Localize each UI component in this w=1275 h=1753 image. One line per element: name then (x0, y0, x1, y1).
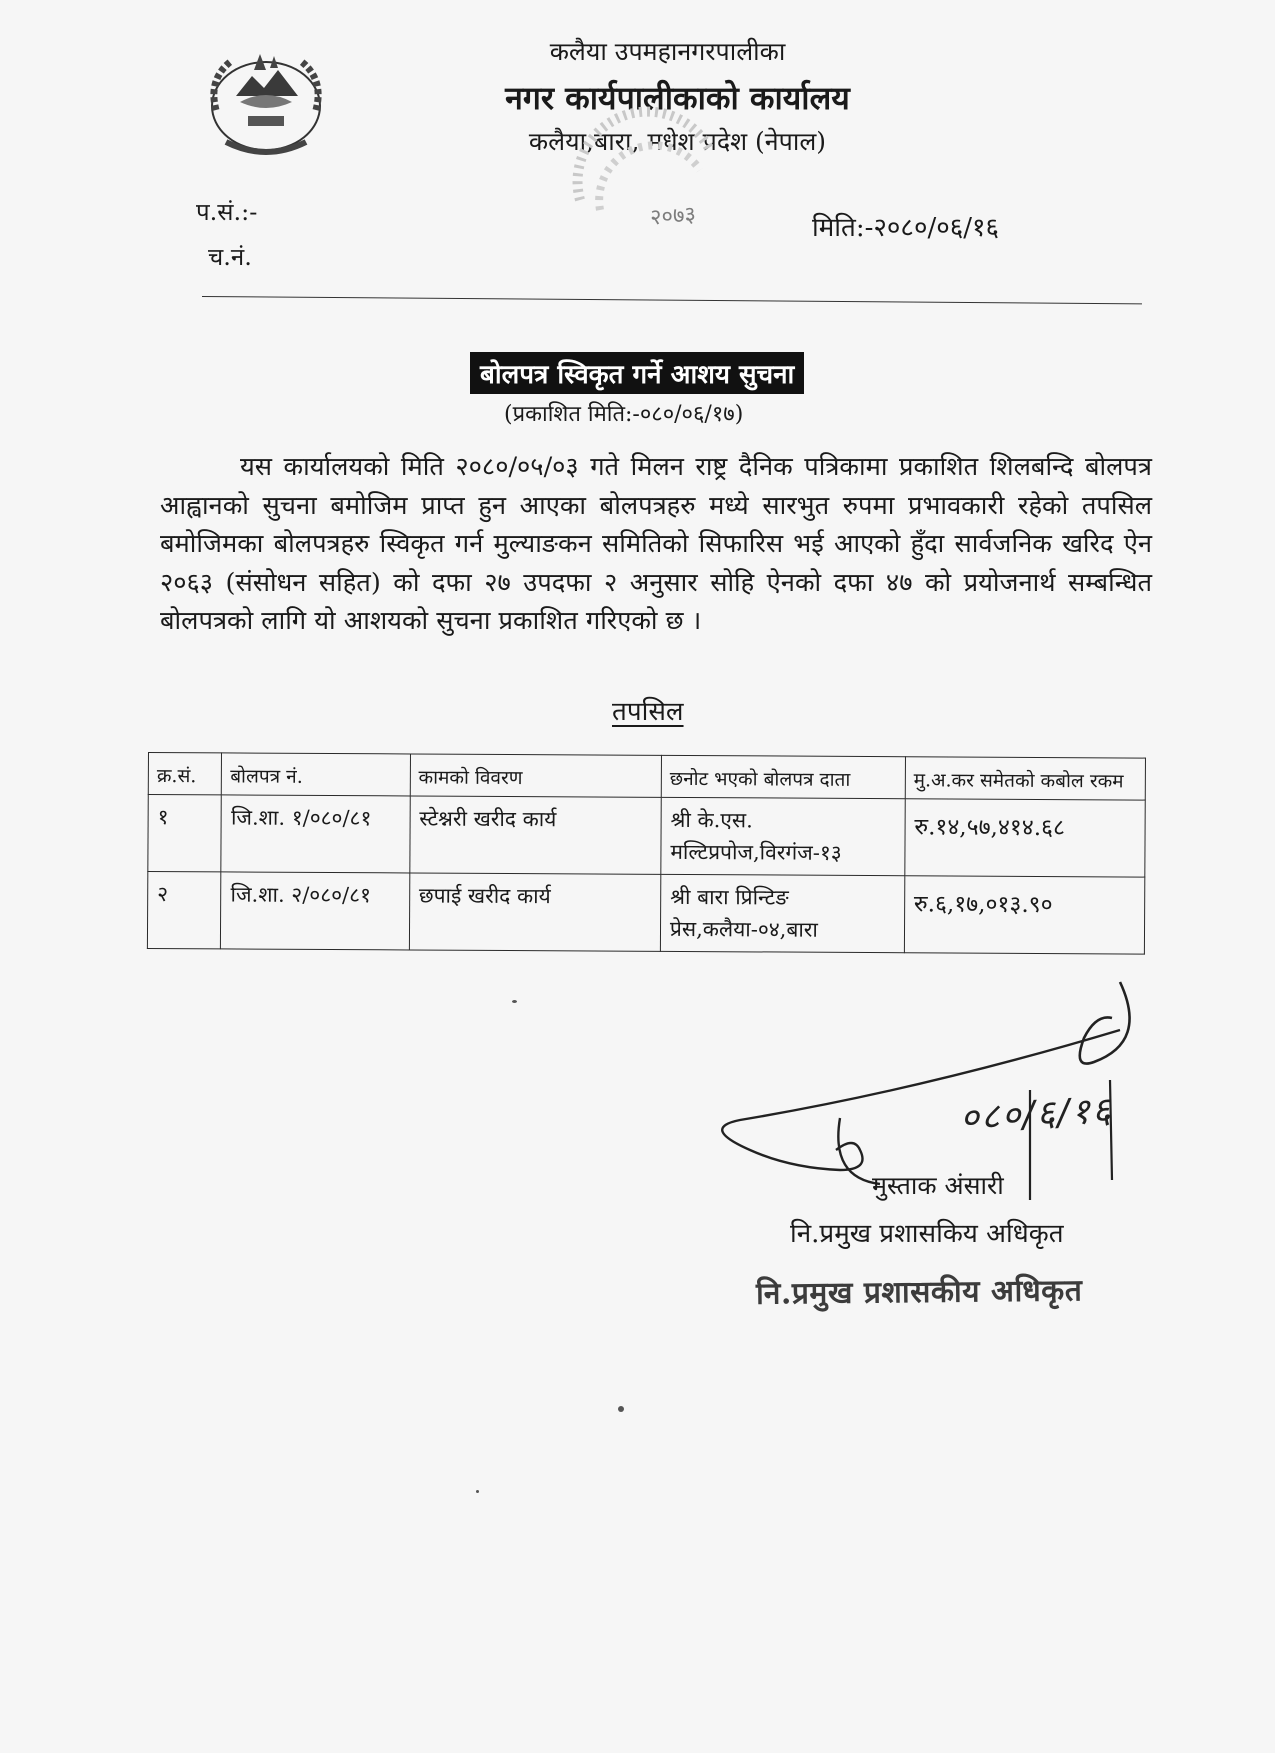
letter-date: मिति:-२०८०/०६/१६ (812, 213, 1000, 243)
office-name: नगर कार्यपालीकाको कार्यालय (505, 79, 850, 117)
row-amount: रु.१४,५७,४१४.६८ (905, 799, 1146, 877)
bid-table (147, 752, 1146, 955)
stamp-year: २०७३ (649, 202, 697, 231)
header-sn: क्र.सं. (148, 753, 222, 795)
row-bid-no: जि.शा. १/०८०/८१ (221, 795, 410, 873)
municipality-name: कलैया उपमहानगरपालीका (549, 37, 786, 66)
handwritten-date: ०८०/६/१६ (959, 1090, 1114, 1139)
signer-name: मुस्ताक अंसारी (872, 1171, 1004, 1200)
scan-speck (476, 1490, 479, 1493)
published-date: (प्रकाशित मिति:-०८०/०६/१७) (504, 402, 744, 427)
dispatch-number-label: च.नं. (208, 243, 252, 271)
header-bidder: छनोट भएको बोलपत्र दाता (661, 755, 905, 798)
header-work: कामको विवरण (410, 754, 661, 797)
reference-number-label: प.सं.:- (196, 198, 258, 226)
row-bid-no: जि.शा. २/०८०/८१ (221, 872, 410, 950)
signer-title: नि.प्रमुख प्रशासकिय अधिकृत (790, 1219, 1064, 1249)
notice-title: बोलपत्र स्विकृत गर्ने आशय सुचना (470, 352, 804, 394)
schedule-heading: तपसिल (612, 697, 684, 727)
scan-speck (512, 1000, 517, 1003)
header-divider (202, 296, 1142, 304)
row-bidder: श्री बारा प्रिन्टिङ प्रेस,कलैया-०४,बारा (660, 874, 904, 952)
header-bid-no: बोलपत्र नं. (222, 753, 411, 796)
header-amount: मु.अ.कर समेतको कबोल रकम (905, 757, 1145, 800)
row-sn: २ (147, 872, 221, 949)
row-bidder: श्री के.एस. मल्टिप्रपोज,विरगंज-१३ (661, 797, 905, 875)
notice-body: यस कार्यालयको मिति २०८०/०५/०३ गते मिलन राष्ट्र दैनिक पत्रिकामा प्रकाशित शिलबन्दि बोलपत्र आह्वानको सुचना बमोजिम प्राप्त हुन आएका बोलपत्रहरु मध्ये सारभुत रुपमा प्रभावकारी रहेको तपसिल बमोजिमका बोलपत्रहरु स्विकृत गर्न मुल्याङकन समितिको सिफारिस भई आएको हुँदा सार्वजनिक खरिद ऐन २०६३ (संसोधन सहित) को दफा २७ उपदफा २ अनुसार सोहि ऐनको दफा ४७ को प्रयोजनार्थ सम्बन्धित बोलपत्रको लागि यो आशयको सुचना प्रकाशित गरिएको छ । (160, 452, 1152, 636)
row-sn: १ (148, 795, 222, 872)
row-work: छपाई खरीद कार्य (409, 873, 661, 951)
official-title-stamp: नि.प्रमुख प्रशासकीय अधिकृत (755, 1273, 1083, 1312)
round-stamp-icon (570, 90, 720, 220)
row-work: स्टेश्नरी खरीद कार्य (410, 796, 662, 874)
table-header-row (148, 753, 1145, 801)
table-row (148, 795, 1145, 878)
table-row (147, 872, 1144, 955)
row-amount: रु.६,१७,०१३.९० (904, 876, 1145, 954)
office-address: कलैया,बारा, मधेश प्रदेश (नेपाल) (528, 127, 827, 156)
scan-speck (618, 1406, 624, 1412)
